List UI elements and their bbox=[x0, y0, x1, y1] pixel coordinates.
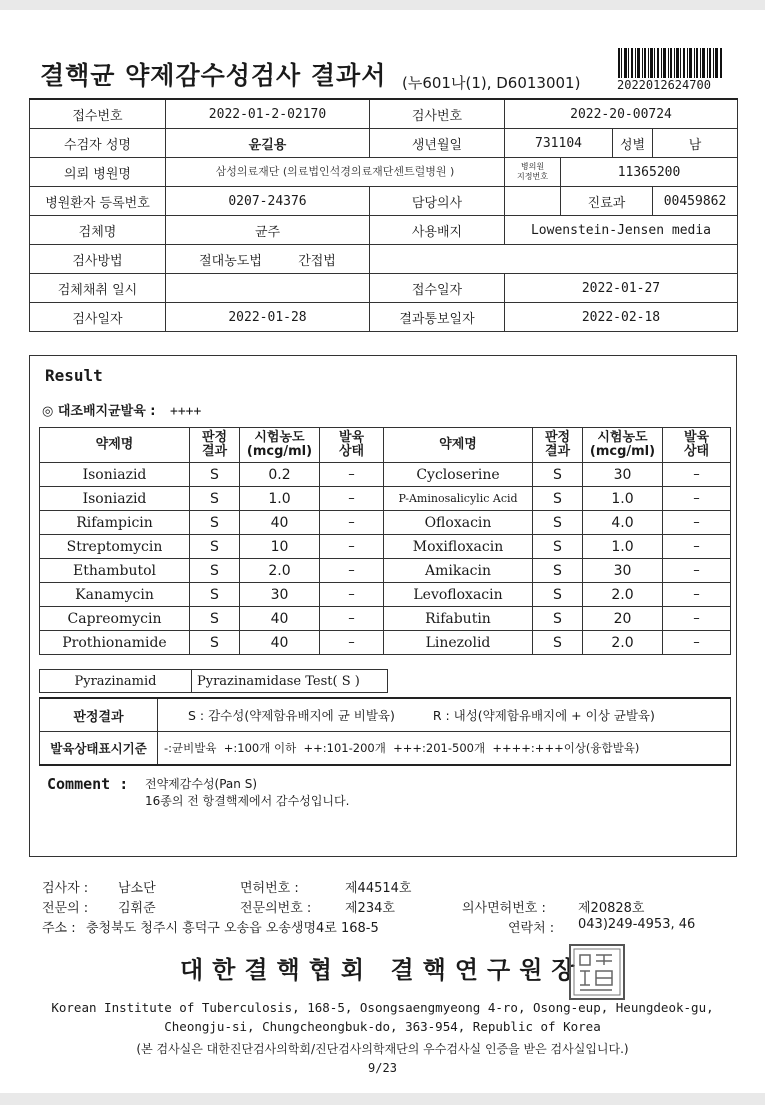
table-row bbox=[40, 487, 731, 511]
drug-result: S bbox=[190, 511, 240, 535]
medium-value: Lowenstein-Jensen media bbox=[505, 216, 738, 245]
examiner-label: 검사자 : bbox=[42, 881, 89, 896]
drug-result: S bbox=[533, 535, 583, 559]
license-number: 제44514호 bbox=[345, 881, 412, 896]
drug-concentration: 1.0 bbox=[583, 487, 663, 511]
contact-value: 043)249-4953, 46 bbox=[578, 917, 696, 932]
english-address-line-2: Cheongju-si, Chungcheongbuk-do, 363-954, Republic of Korea bbox=[164, 1019, 601, 1034]
drug-result: S bbox=[190, 487, 240, 511]
drug-result: S bbox=[190, 535, 240, 559]
address-label: 주소 : bbox=[42, 921, 76, 936]
designation-label-line1: 병의원 bbox=[520, 162, 545, 171]
examiner-name: 남소단 bbox=[118, 881, 156, 896]
drug-result: S bbox=[533, 583, 583, 607]
page-number: 9/23 bbox=[368, 1061, 397, 1075]
birth-value: 731104 bbox=[505, 129, 613, 158]
drug-name: Moxifloxacin bbox=[384, 535, 533, 559]
table-row bbox=[40, 583, 731, 607]
table-row bbox=[40, 698, 731, 732]
table-row bbox=[30, 216, 738, 245]
drug-name: Streptomycin bbox=[40, 535, 190, 559]
document-subtitle: (누601나(1), D6013001) bbox=[402, 74, 581, 92]
specialist-label: 전문의 : bbox=[42, 901, 89, 916]
drug-name: Prothionamide bbox=[40, 631, 190, 655]
notify-date-label: 결과통보일자 bbox=[370, 303, 505, 332]
specialist-name: 김휘준 bbox=[118, 901, 156, 916]
drug-concentration: 30 bbox=[240, 583, 320, 607]
doctor-license-label: 의사면허번호 : bbox=[462, 901, 546, 916]
drug-name: Amikacin bbox=[384, 559, 533, 583]
drug-name: Isoniazid bbox=[40, 463, 190, 487]
designation-label-line2: 지정번호 bbox=[517, 172, 548, 181]
table-row bbox=[40, 559, 731, 583]
drug-growth: – bbox=[663, 535, 731, 559]
table-row bbox=[30, 129, 738, 158]
drug-growth: – bbox=[663, 583, 731, 607]
table-row bbox=[30, 274, 738, 303]
col-growth-right: 발육 상태 bbox=[663, 428, 731, 463]
comment-line-1: 전약제감수성(Pan S) bbox=[145, 777, 258, 791]
col-drug-right: 약제명 bbox=[384, 428, 533, 463]
specimen-label: 검체명 bbox=[30, 216, 166, 245]
judgement-legend-s: S : 감수성(약제함유배지에 균 비발육) bbox=[188, 708, 395, 723]
receipt-no-value: 2022-01-2-02170 bbox=[166, 99, 370, 129]
collect-date-label: 검체채취 일시 bbox=[30, 274, 166, 303]
registration-value: 0207-24376 bbox=[166, 187, 370, 216]
comment-label: Comment : bbox=[47, 775, 129, 793]
table-row bbox=[40, 463, 731, 487]
method-value-1: 절대농도법 bbox=[199, 253, 262, 269]
drug-name: P-Aminosalicylic Acid bbox=[384, 487, 533, 511]
pza-value: Pyrazinamidase Test( S ) bbox=[192, 670, 388, 693]
judgement-legend-text bbox=[158, 698, 731, 732]
drug-growth: – bbox=[320, 535, 384, 559]
birth-label: 생년월일 bbox=[370, 129, 505, 158]
drug-growth: – bbox=[320, 511, 384, 535]
drug-result: S bbox=[533, 631, 583, 655]
address-value: 충청북도 청주시 흥덕구 오송읍 오송생명4로 168-5 bbox=[86, 921, 379, 936]
growth-legend-label: 발육상태표시기준 bbox=[40, 732, 158, 766]
table-row bbox=[30, 303, 738, 332]
drug-name: Cycloserine bbox=[384, 463, 533, 487]
table-row bbox=[40, 535, 731, 559]
drug-name: Ethambutol bbox=[40, 559, 190, 583]
barcode-icon bbox=[618, 48, 722, 78]
drug-result: S bbox=[190, 463, 240, 487]
table-row bbox=[30, 158, 738, 187]
drug-growth: – bbox=[320, 463, 384, 487]
patient-name-value: 윤길용 bbox=[166, 129, 370, 158]
drug-concentration: 30 bbox=[583, 463, 663, 487]
table-header-row bbox=[40, 428, 731, 463]
drug-result: S bbox=[533, 607, 583, 631]
col-drug-left: 약제명 bbox=[40, 428, 190, 463]
barcode-number: 2022012624700 bbox=[617, 78, 711, 92]
col-conc-left: 시험농도 (mcg/ml) bbox=[240, 428, 320, 463]
drug-growth: – bbox=[320, 559, 384, 583]
empty-cell bbox=[370, 245, 738, 274]
drug-growth: – bbox=[663, 487, 731, 511]
drug-growth: – bbox=[663, 463, 731, 487]
certification-note: (본 검사실은 대한진단검사의학회/진단검사의학재단의 우수검사실 인증을 받은 검사실입니다.) bbox=[136, 1042, 629, 1056]
control-growth-label: ◎ 대조배지균발육 : bbox=[42, 404, 156, 419]
legend-table bbox=[39, 697, 731, 766]
drug-result: S bbox=[190, 583, 240, 607]
col-conc-right: 시험농도 (mcg/ml) bbox=[583, 428, 663, 463]
result-heading: Result bbox=[45, 366, 103, 385]
drug-growth: – bbox=[320, 487, 384, 511]
document-title: 결핵균 약제감수성검사 결과서 bbox=[40, 61, 387, 90]
pza-label: Pyrazinamid bbox=[40, 670, 192, 693]
table-row bbox=[40, 631, 731, 655]
drug-result: S bbox=[533, 511, 583, 535]
test-date-value: 2022-01-28 bbox=[166, 303, 370, 332]
growth-legend-text: -:균비발육 +:100개 이하 ++:101-200개 +++:201-500개 ++++:+++이상(융합발육) bbox=[158, 732, 731, 766]
receipt-date-value: 2022-01-27 bbox=[505, 274, 738, 303]
test-no-label: 검사번호 bbox=[370, 99, 505, 129]
drug-name: Linezolid bbox=[384, 631, 533, 655]
institution-name: 대한결핵협회 결핵연구원장 bbox=[180, 955, 584, 984]
comment-line-2: 16종의 전 항결핵제에서 감수성입니다. bbox=[145, 794, 350, 808]
judgement-legend-label: 판정결과 bbox=[40, 698, 158, 732]
drug-growth: – bbox=[320, 631, 384, 655]
drug-susceptibility-table bbox=[39, 427, 731, 655]
method-value-2: 간접법 bbox=[298, 253, 336, 269]
drug-concentration: 2.0 bbox=[240, 559, 320, 583]
official-seal-icon bbox=[568, 943, 626, 1001]
drug-result: S bbox=[190, 559, 240, 583]
col-judge-left: 판정 결과 bbox=[190, 428, 240, 463]
drug-result: S bbox=[533, 463, 583, 487]
department-value: 00459862 bbox=[653, 187, 738, 216]
receipt-date-label: 접수일자 bbox=[370, 274, 505, 303]
pyrazinamide-table bbox=[39, 669, 388, 693]
patient-info-table bbox=[29, 98, 738, 332]
drug-name: Capreomycin bbox=[40, 607, 190, 631]
col-judge-right: 판정 결과 bbox=[533, 428, 583, 463]
designation-value: 11365200 bbox=[561, 158, 738, 187]
drug-result: S bbox=[533, 559, 583, 583]
judgement-legend-r: R : 내성(약제함유배지에 + 이상 균발육) bbox=[432, 708, 655, 723]
collect-date-value bbox=[166, 274, 370, 303]
designation-label bbox=[505, 158, 561, 187]
drug-result: S bbox=[190, 631, 240, 655]
drug-name: Rifabutin bbox=[384, 607, 533, 631]
drug-growth: – bbox=[663, 631, 731, 655]
drug-concentration: 40 bbox=[240, 631, 320, 655]
doctor-value bbox=[505, 187, 561, 216]
contact-label: 연락처 : bbox=[508, 921, 555, 936]
table-row bbox=[30, 187, 738, 216]
drug-name: Ofloxacin bbox=[384, 511, 533, 535]
department-label: 진료과 bbox=[561, 187, 653, 216]
table-row bbox=[30, 245, 738, 274]
drug-growth: – bbox=[320, 607, 384, 631]
drug-name: Kanamycin bbox=[40, 583, 190, 607]
sex-label: 성별 bbox=[613, 129, 653, 158]
drug-name: Isoniazid bbox=[40, 487, 190, 511]
control-growth bbox=[42, 400, 201, 419]
hospital-label: 의뢰 병원명 bbox=[30, 158, 166, 187]
top-margin-strip bbox=[0, 0, 765, 10]
method-label: 검사방법 bbox=[30, 245, 166, 274]
table-row bbox=[40, 732, 731, 766]
receipt-no-label: 접수번호 bbox=[30, 99, 166, 129]
sex-value: 남 bbox=[653, 129, 738, 158]
drug-result: S bbox=[533, 487, 583, 511]
drug-result: S bbox=[190, 607, 240, 631]
patient-name-label: 수검자 성명 bbox=[30, 129, 166, 158]
method-value bbox=[166, 245, 370, 274]
drug-concentration: 1.0 bbox=[583, 535, 663, 559]
bottom-margin-strip bbox=[0, 1093, 765, 1105]
specialist-number-label: 전문의번호 : bbox=[240, 901, 312, 916]
doctor-license-number: 제20828호 bbox=[578, 901, 645, 916]
control-growth-value: ++++ bbox=[170, 404, 202, 419]
license-label: 면허번호 : bbox=[240, 881, 299, 896]
drug-concentration: 40 bbox=[240, 607, 320, 631]
registration-label: 병원환자 등록번호 bbox=[30, 187, 166, 216]
col-growth-left: 발육 상태 bbox=[320, 428, 384, 463]
specimen-value: 균주 bbox=[166, 216, 370, 245]
drug-growth: – bbox=[663, 511, 731, 535]
test-date-label: 검사일자 bbox=[30, 303, 166, 332]
drug-concentration: 2.0 bbox=[583, 631, 663, 655]
hospital-value: 삼성의료재단 (의료법인석경의료재단센트럴병원 ) bbox=[166, 158, 505, 187]
notify-date-value: 2022-02-18 bbox=[505, 303, 738, 332]
table-row bbox=[40, 607, 731, 631]
table-row bbox=[30, 99, 738, 129]
table-row bbox=[40, 670, 388, 693]
drug-name: Rifampicin bbox=[40, 511, 190, 535]
specialist-number: 제234호 bbox=[345, 901, 395, 916]
drug-concentration: 10 bbox=[240, 535, 320, 559]
drug-growth: – bbox=[320, 583, 384, 607]
drug-concentration: 4.0 bbox=[583, 511, 663, 535]
drug-growth: – bbox=[663, 559, 731, 583]
drug-concentration: 2.0 bbox=[583, 583, 663, 607]
english-address-line-1: Korean Institute of Tuberculosis, 168-5, Osongsaengmyeong 4-ro, Osong-eup, Heungdeok-gu, bbox=[51, 1000, 714, 1015]
drug-growth: – bbox=[663, 607, 731, 631]
doctor-label: 담당의사 bbox=[370, 187, 505, 216]
drug-concentration: 0.2 bbox=[240, 463, 320, 487]
drug-concentration: 1.0 bbox=[240, 487, 320, 511]
drug-name: Levofloxacin bbox=[384, 583, 533, 607]
drug-concentration: 30 bbox=[583, 559, 663, 583]
drug-concentration: 20 bbox=[583, 607, 663, 631]
table-row bbox=[40, 511, 731, 535]
drug-concentration: 40 bbox=[240, 511, 320, 535]
test-no-value: 2022-20-00724 bbox=[505, 99, 738, 129]
medium-label: 사용배지 bbox=[370, 216, 505, 245]
